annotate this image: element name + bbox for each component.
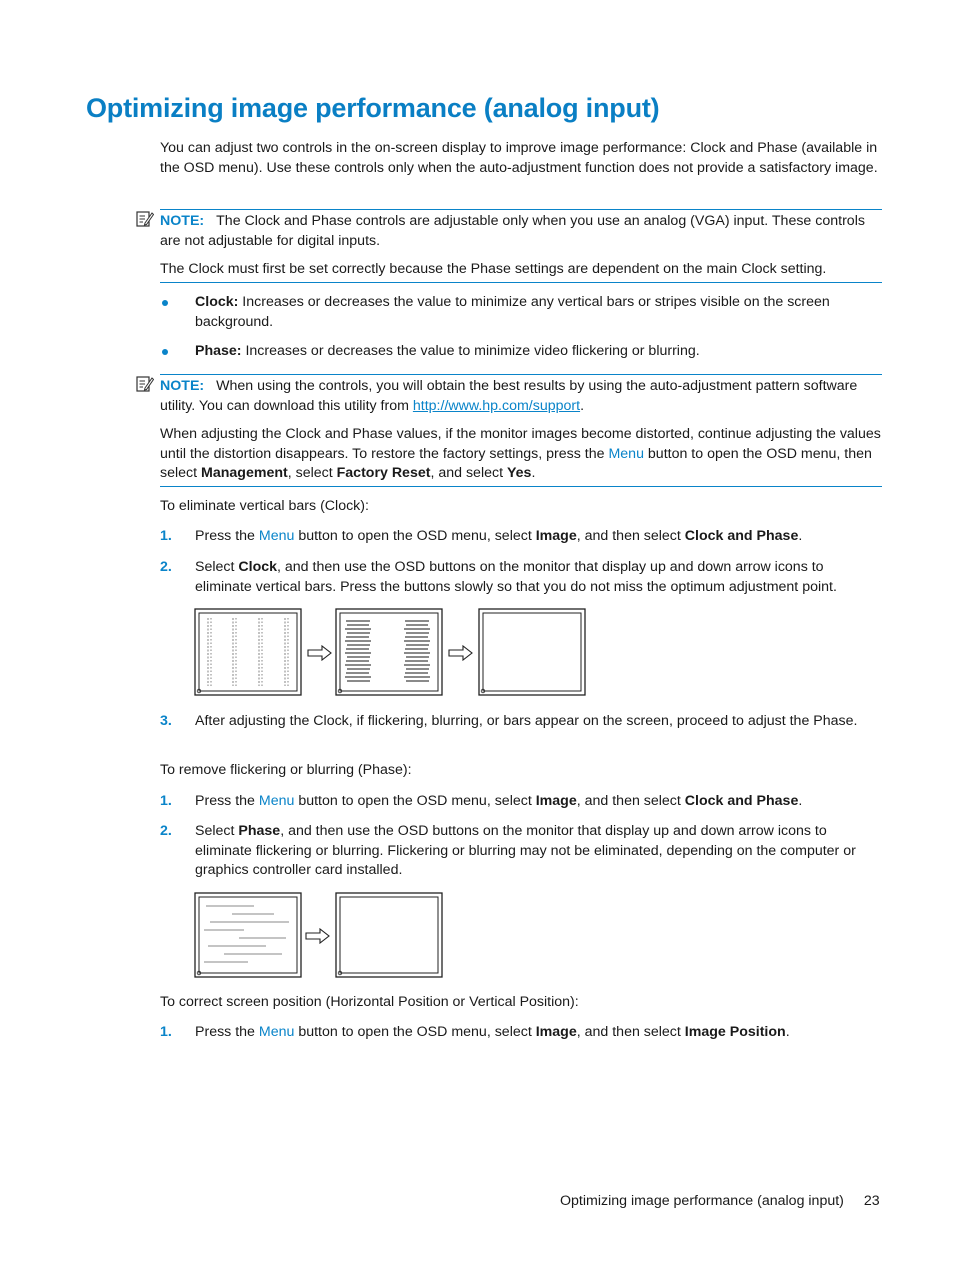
phase-step-1: 1. Press the Menu button to open the OSD menu, select Image, and then select Clock and Phase. <box>160 793 803 809</box>
arrow-right-icon <box>308 646 331 660</box>
note-2-text: NOTE: When using the controls, you will obtain the best results by using the auto-adjustment pattern software utility. You can download this utility from http://www.hp.com/support. <box>160 378 858 414</box>
page-number: 23 <box>863 1193 880 1209</box>
position-step-1: 1. Press the Menu button to open the OSD menu, select Image, and then select Image Position. <box>160 1024 790 1040</box>
menu-term: Menu <box>258 793 295 809</box>
menu-term: Menu <box>258 528 295 544</box>
note-icon <box>136 210 154 228</box>
note-box-2 <box>160 374 882 487</box>
footer-title: Optimizing image performance (analog input) <box>560 1193 844 1209</box>
support-link[interactable]: http://www.hp.com/support <box>412 397 581 414</box>
clock-step-1: 1. Press the Menu button to open the OSD menu, select Image, and then select Clock and Phase. <box>160 528 803 544</box>
note-label: NOTE: <box>160 213 205 229</box>
note-1-para2: The Clock must first be set correctly because the Phase settings are dependent on the main Clock setting. <box>160 261 827 277</box>
intro-paragraph: You can adjust two controls in the on-screen display to improve image performance: Clock and Phase (available in the OSD menu). Use these controls only when the auto-adjustment function does not provide a satisfactory image. <box>160 140 878 176</box>
clock-adjustment-figure <box>194 608 588 698</box>
phase-adjustment-figure <box>194 892 446 980</box>
bullet-clock: Clock: Increases or decreases the value to minimize any vertical bars or stripes visible on the screen background. <box>160 293 882 332</box>
note-1-text: NOTE: The Clock and Phase controls are adjustable only when you use an analog (VGA) input. These controls are not adjustable for digital inputs. <box>160 213 865 249</box>
bullet-dot <box>162 300 168 306</box>
bullet-dot <box>162 349 168 355</box>
clock-step-3: 3. After adjusting the Clock, if flickering, blurring, or bars appear on the screen, proceed to adjust the Phase. <box>160 713 858 729</box>
menu-term: Menu <box>258 1024 295 1040</box>
arrow-right-icon <box>306 929 329 943</box>
page-title: Optimizing image performance (analog input) <box>86 93 660 123</box>
note-2-para2: When adjusting the Clock and Phase values, if the monitor images become distorted, continue adjusting the values until the distortion disappears. To restore the factory settings, press the Menu button to open the OSD menu, then select Management, select Factory Reset, and select Yes. <box>160 426 881 481</box>
bullet-phase: Phase: Increases or decreases the value to minimize video flickering or blurring. <box>160 342 882 362</box>
phase-intro: To remove flickering or blurring (Phase): <box>160 762 412 778</box>
monitor-clean-icon <box>336 893 442 977</box>
menu-term: Menu <box>608 445 644 462</box>
note-icon <box>136 375 154 393</box>
position-intro: To correct screen position (Horizontal Position or Vertical Position): <box>160 994 579 1010</box>
clock-intro: To eliminate vertical bars (Clock): <box>160 498 369 514</box>
monitor-clean-icon <box>479 609 585 695</box>
arrow-right-icon <box>449 646 472 660</box>
monitor-blurred-icon <box>195 893 301 977</box>
page-footer <box>560 1192 880 1212</box>
monitor-reduced-bars-icon <box>336 609 442 695</box>
clock-step-2: 2. Select Clock, and then use the OSD buttons on the monitor that display up and down arrow icons to eliminate vertical bars. Press the buttons slowly so that you do not miss the optimum adjustment point. <box>160 559 837 595</box>
phase-step-2: 2. Select Phase, and then use the OSD buttons on the monitor that display up and down arrow icons to eliminate flickering or blurring. Flickering or blurring may not be eliminated, depending on the computer or graphics controller card installed. <box>160 823 856 878</box>
note-label: NOTE: <box>160 378 205 394</box>
note-box-1 <box>160 209 882 283</box>
monitor-vertical-bars-icon <box>195 609 301 695</box>
